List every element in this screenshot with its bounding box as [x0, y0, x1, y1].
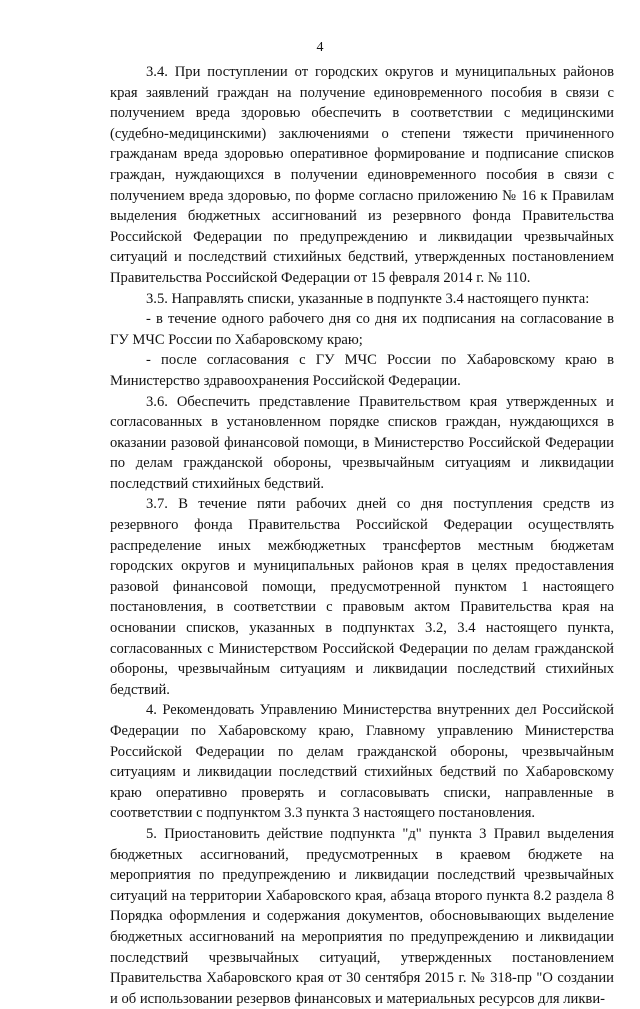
paragraph-3-4: 3.4. При поступлении от городских округов и муниципальных районов края заявлений граждан на получение единовременного пособия в связи с получением вреда здоровью обеспечить в соответствии с медицинскими (судебно-медицинскими) заключениями о степени тяжести причиненного гражданам вреда здоровью оперативное формирование и подписание списков граждан, нуждающихся в получении единовременного пособия в связи с получением вреда здоровью, по форме согласно приложению № 16 к Правилам выделения бюджетных ассигнований из резервного фонда Правительства Российской Федерации по предупреждению и ликвидации чрезвычайных ситуаций и последствий стихийных бедствий, утвержденных постановлением Правительства Российской Федерации от 15 февраля 2014 г. № 110. [110, 64, 614, 286]
paragraph-3-6: 3.6. Обеспечить представление Правительством края утвержденных и согласованных в установленном порядке списков граждан, нуждающихся в оказании разовой финансовой помощи, в Министерство Российской Федерации по делам гражданской обороны, чрезвычайным ситуациям и ликвидации последствий стихийных бедствий. [110, 393, 614, 492]
paragraph-3-7: 3.7. В течение пяти рабочих дней со дня поступления средств из резервного фонда Правительства Российской Федерации осуществлять распределение иных межбюджетных трансфертов местным бюджетам городских округов и муниципальных районов края в целях предоставления разовой финансовой помощи, предусмотренной пунктом 1 настоящего постановления, в соответствии с правовым актом Правительства края на основании списков, указанных в подпунктах 3.2, 3.4 настоящего пункта, согласованных с Министерством Российской Федерации по делам гражданской обороны, чрезвычайным ситуациям и ликвидации последствий стихийных бедствий. [110, 496, 614, 698]
page-number: 4 [316, 40, 324, 55]
paragraph-3-5-item-1: - в течение одного рабочего дня со дня их подписания на согласование в ГУ МЧС России по Хабаровскому краю; [110, 311, 614, 348]
paragraph-4: 4. Рекомендовать Управлению Министерства внутренних дел Российской Федерации по Хабаровскому краю, Главному управлению Министерства Российской Федерации по делам гражданской обороны, чрезвычайным ситуациям и ликвидации последствий стихийных бедствий по Хабаровскому краю оперативно проверять и согласовывать списки, направленные в соответствии с подпунктом 3.3 пункта 3 настоящего постановления. [110, 702, 614, 822]
document-body [110, 62, 614, 1009]
paragraph-5: 5. Приостановить действие подпункта "д" пункта 3 Правил выделения бюджетных ассигнований, предусмотренных в краевом бюджете на мероприятия по предупреждению и ликвидации последствий чрезвычайных ситуаций на территории Хабаровского края, абзаца второго пункта 8.2 раздела 8 Порядка оформления и содержания документов, обосновывающих выделение бюджетных ассигнований на мероприятия по предупреждению и ликвидации последствий чрезвычайных ситуаций, утвержденных постановлением Правительства Хабаровского края от 30 сентября 2015 г. № 318-пр "О создании и об использовании резервов финансовых и материальных ресурсов для ликви- [110, 825, 614, 1007]
paragraph-3-5-item-2: - после согласования с ГУ МЧС России по Хабаровскому краю в Министерство здравоохранения Российской Федерации. [110, 352, 614, 389]
paragraph-3-5: 3.5. Направлять списки, указанные в подпункте 3.4 настоящего пункта: [146, 290, 590, 307]
